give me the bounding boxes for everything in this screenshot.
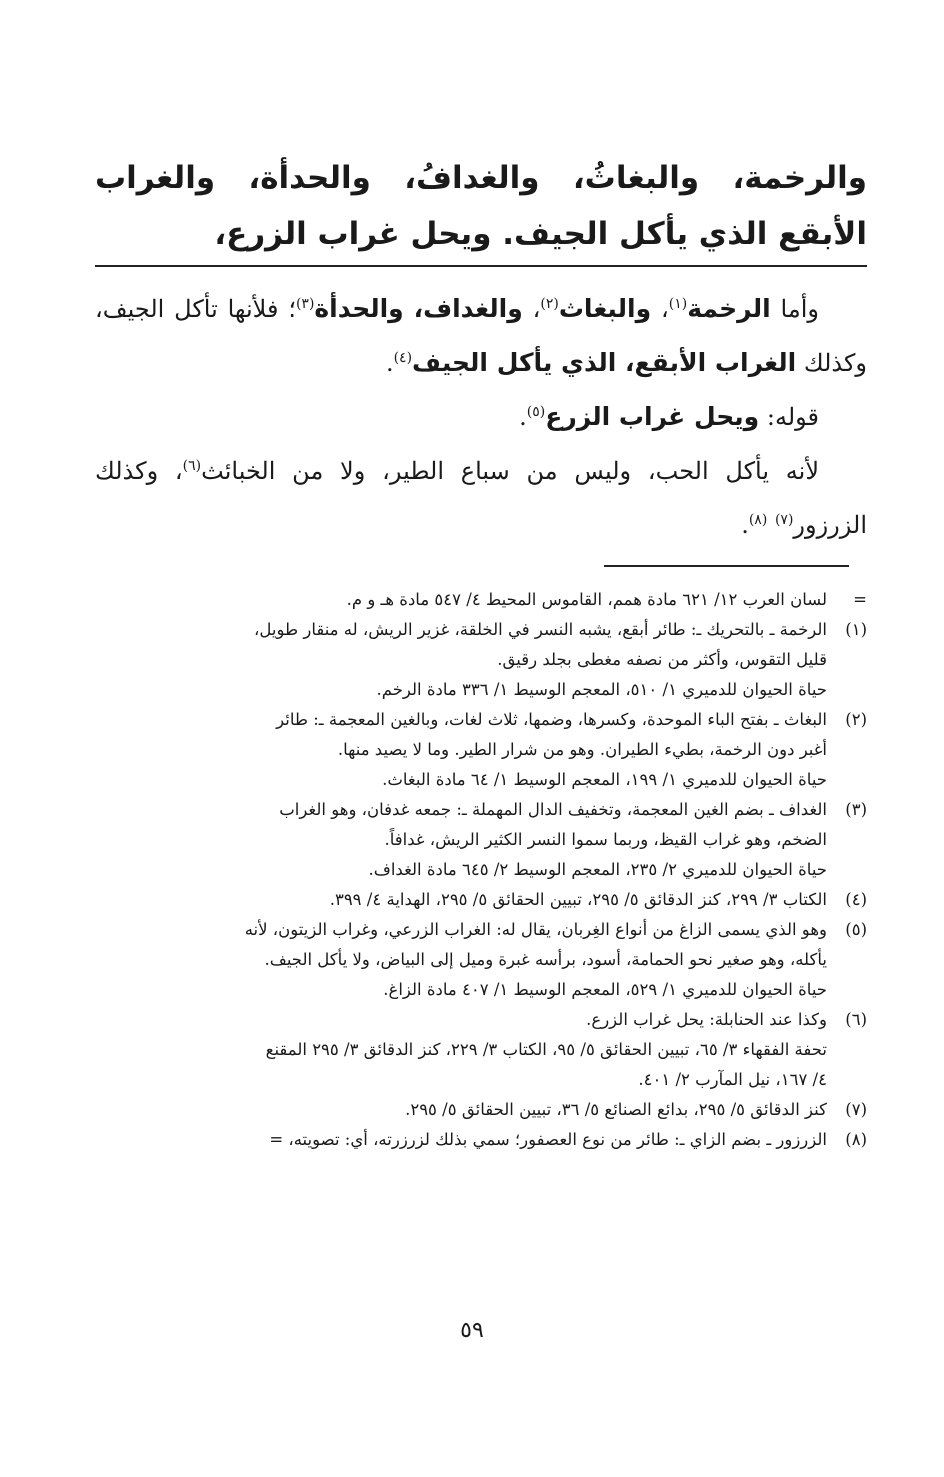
footnote-number: = (853, 590, 867, 609)
footnote-number: (٤) (845, 890, 867, 909)
footnote-separator-rule (604, 565, 849, 567)
footnote-line: قليل التقوس، وأكثر من نصفه مغطى بجلد رقيق. (497, 650, 827, 669)
sharh-paragraph-3 (95, 444, 867, 552)
matn-separator-rule (95, 265, 867, 267)
footnote-6 (95, 1005, 867, 1095)
footnote-8 (95, 1125, 867, 1155)
sharh-text: ، (661, 295, 669, 323)
footnote-line: وهو الذي يسمى الزاغ من أنواع الغِربان، يقال له: الغراب الزرعي، وغراب الزيتون، لأنه (244, 920, 827, 939)
matn-text: والرخمة، والبغاثُ، والغدافُ، والحدأة، والغراب الأبقع الذي يأكل الجيف. ويحل غراب الزرع، (95, 160, 867, 252)
footnote-ref: (٨) (748, 512, 768, 528)
footnote-ref: (٢) (540, 296, 559, 312)
footnote-line: ٤/ ١٦٧، نيل المآرب ٢/ ٤٠١. (638, 1070, 827, 1089)
footnote-2 (95, 705, 867, 795)
footnote-number: (٣) (845, 800, 867, 819)
footnote-line: وكذا عند الحنابلة: يحل غراب الزرع. (586, 1010, 827, 1029)
sharh-text: . (519, 403, 527, 431)
footnote-ref: (٤) (393, 350, 413, 366)
sharh-term: والبغاث (558, 294, 652, 323)
sharh-term: الرخمة (687, 294, 771, 323)
footnote-number: (٨) (845, 1130, 867, 1149)
footnote-continuation (95, 585, 867, 615)
footnote-5 (95, 915, 867, 1005)
footnote-line: لسان العرب ١٢/ ٦٢١ مادة همم، القاموس المحيط ٤/ ٥٤٧ مادة هـ و م. (346, 590, 827, 609)
footnote-line: الكتاب ٣/ ٢٩٩، كنز الدقائق ٥/ ٢٩٥، تبيين الحقائق ٥/ ٢٩٥، الهداية ٤/ ٣٩٩. (329, 890, 827, 909)
sharh-text: ، (532, 295, 541, 323)
footnote-line: حياة الحيوان للدميري ١/ ٥١٠، المعجم الوسيط ١/ ٣٣٦ مادة الرخم. (376, 680, 827, 699)
sharh-text: . (741, 511, 749, 539)
footnote-line: حياة الحيوان للدميري ١/ ١٩٩، المعجم الوسيط ١/ ٦٤ مادة البغاث. (382, 770, 827, 789)
sharh-term: والحدأة (314, 294, 404, 323)
sharh-text: . (385, 349, 394, 377)
footnote-line: الرخمة ـ بالتحريك ـ: طائر أبقع، يشبه النسر في الخلقة، غزير الريش، له منقار طويل، (254, 620, 827, 639)
footnote-7 (95, 1095, 867, 1125)
footnote-3 (95, 795, 867, 885)
footnote-number: (٦) (845, 1010, 867, 1029)
sharh-paragraph-1 (95, 282, 867, 390)
footnote-line: حياة الحيوان للدميري ١/ ٥٢٩، المعجم الوسيط ١/ ٤٠٧ مادة الزاغ. (383, 980, 827, 999)
footnote-ref: (٧) (774, 512, 794, 528)
footnote-number: (١) (845, 620, 867, 639)
footnote-number: (٢) (845, 710, 867, 729)
footnote-line: تحفة الفقهاء ٣/ ٦٥، تبيين الحقائق ٥/ ٩٥، الكتاب ٣/ ٢٢٩، كنز الدقائق ٣/ ٢٩٥ المقنع (265, 1040, 827, 1059)
footnote-line: الغداف ـ بضم الغين المعجمة، وتخفيف الدال المهملة ـ: جمعه غدفان، وهو الغراب (279, 800, 827, 819)
footnote-number: (٥) (845, 920, 867, 939)
footnote-1 (95, 615, 867, 705)
footnote-ref: (١) (668, 296, 688, 312)
sharh-text: وأما (780, 295, 819, 323)
footnote-line: حياة الحيوان للدميري ٢/ ٢٣٥، المعجم الوسيط ٢/ ٦٤٥ مادة الغداف. (368, 860, 827, 879)
footnotes (95, 585, 867, 1155)
sharh-term: والغداف، (413, 294, 523, 323)
footnote-4 (95, 885, 867, 915)
sharh-text: قوله: (766, 403, 819, 431)
footnote-number: (٧) (845, 1100, 867, 1119)
footnote-ref: (٣) (295, 296, 315, 312)
sharh-term: ويحل غراب الزرع (545, 402, 760, 431)
footnote-line: يأكله، وهو صغير نحو الحمامة، أسود، برأسه غبرة وميل إلى البياض، ولا يأكل الجيف. (264, 950, 827, 969)
footnote-line: الضخم، وهو غراب القيظ، وربما سموا النسر الكثير الريش، غدافاً. (384, 830, 827, 849)
footnote-line: البغاث ـ بفتح الباء الموحدة، وكسرها، وضمها، ثلاث لغات، وبالغين المعجمة ـ: طائر (276, 710, 827, 729)
footnote-ref: (٥) (526, 404, 546, 420)
sharh-text: لأنه يأكل الحب، وليس من سباع الطير، ولا من الخبائث (201, 457, 820, 485)
footnote-line: أغبر دون الرخمة، بطيء الطيران. وهو من شرار الطير. وما لا يصيد منها. (337, 740, 827, 759)
sharh-text: ؛ فلأنها تأكل الجيف، وكذلك (95, 295, 867, 377)
footnote-ref: (٦) (182, 458, 202, 474)
page-number: ٥٩ (460, 1318, 484, 1343)
sharh-term: الغراب الأبقع، الذي يأكل الجيف (412, 348, 797, 377)
sharh-paragraph-2 (95, 390, 867, 444)
sharh-text: ، وكذلك الزرزور (95, 457, 867, 539)
footnote-line: الزرزور ـ بضم الزاي ـ: طائر من نوع العصفور؛ سمي بذلك لزرزرته، أي: تصويته، = (269, 1130, 827, 1149)
footnote-line: كنز الدقائق ٥/ ٢٩٥، بدائع الصنائع ٥/ ٣٦، تبيين الحقائق ٥/ ٢٩٥. (405, 1100, 827, 1119)
